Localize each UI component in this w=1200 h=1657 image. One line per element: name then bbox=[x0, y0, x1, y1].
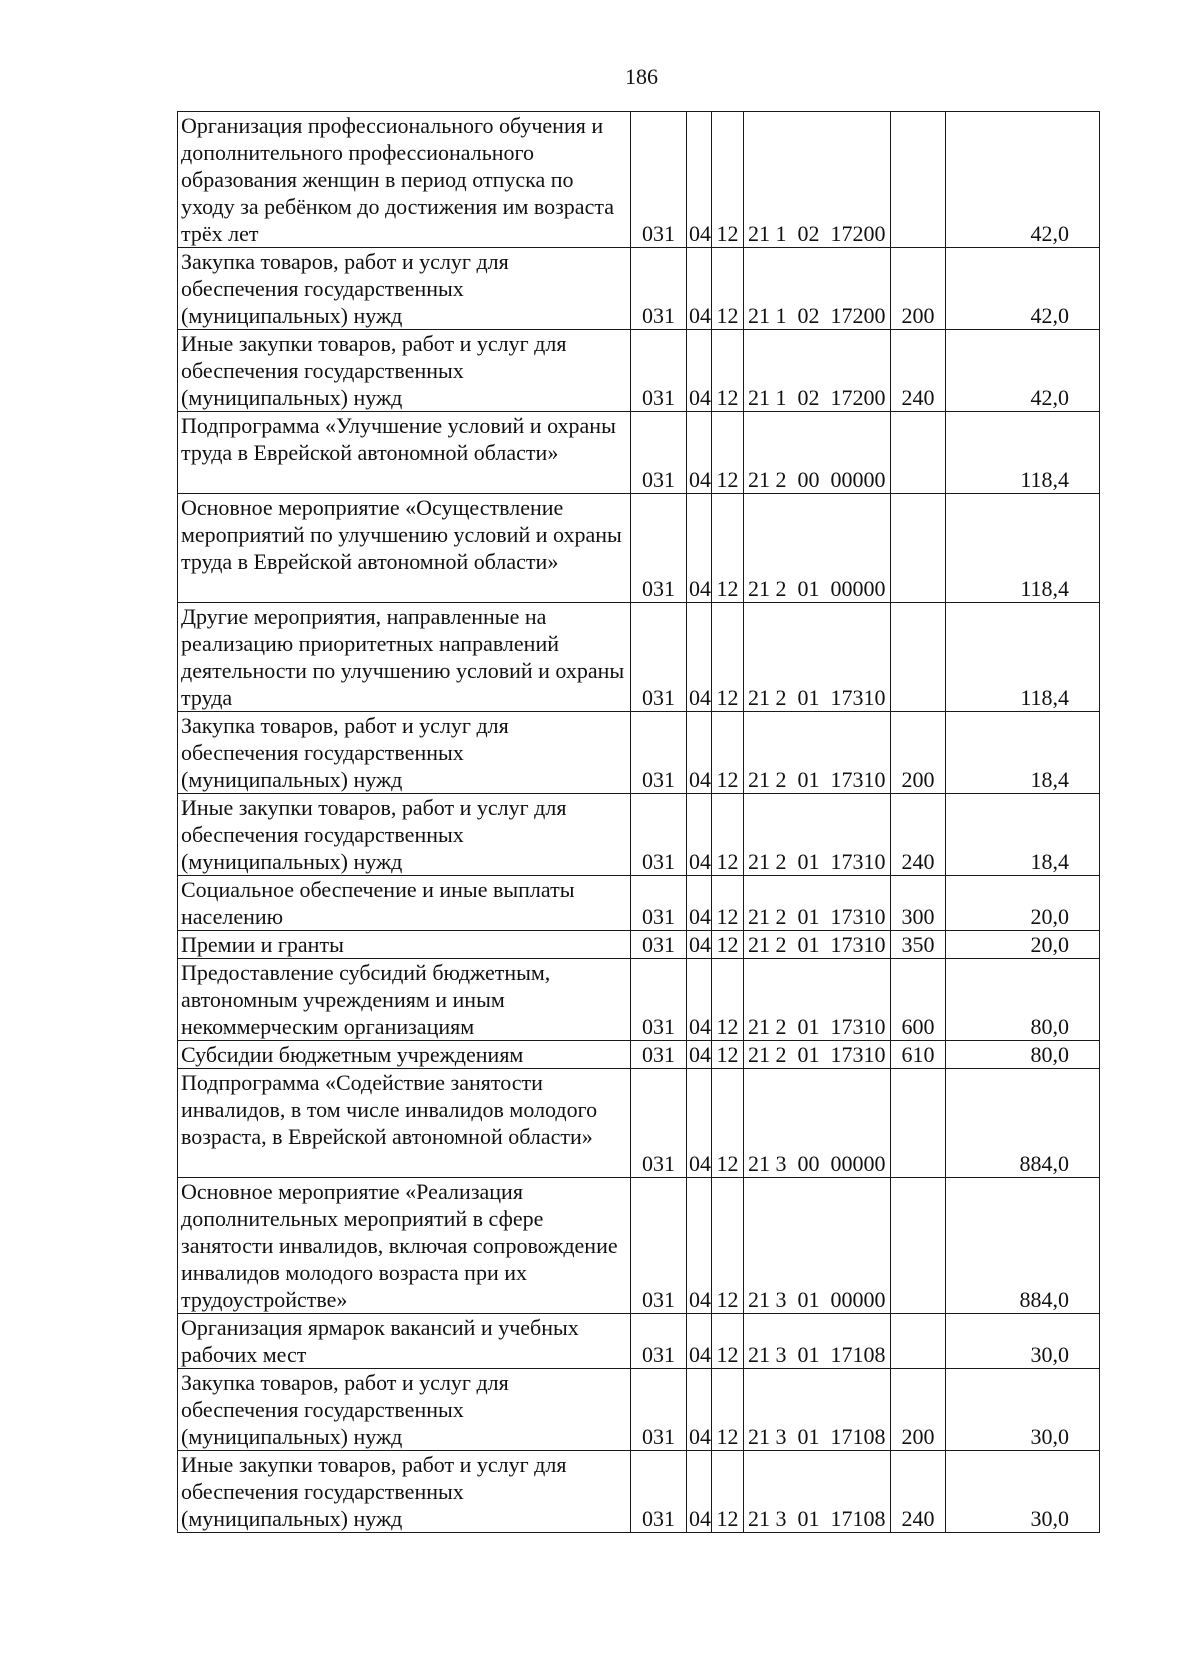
section-code: 04 bbox=[687, 794, 712, 876]
expense-type-code: 200 bbox=[891, 1369, 946, 1451]
target-article-code: 21 3 00 00000 bbox=[744, 1069, 891, 1178]
row-name: Закупка товаров, работ и услуг для обеспечения государственных (муниципальных) нужд bbox=[178, 248, 631, 330]
target-article-code: 21 2 01 17310 bbox=[744, 603, 891, 712]
budget-table bbox=[177, 111, 1100, 1533]
expense-type-code: 350 bbox=[891, 931, 946, 959]
amount-value: 118,4 bbox=[946, 494, 1100, 603]
ministry-code: 031 bbox=[631, 1178, 687, 1314]
table-row bbox=[178, 794, 1100, 876]
table-row bbox=[178, 931, 1100, 959]
section-code: 04 bbox=[687, 603, 712, 712]
section-code: 04 bbox=[687, 1369, 712, 1451]
row-name: Иные закупки товаров, работ и услуг для обеспечения государственных (муниципальных) нужд bbox=[178, 794, 631, 876]
target-article-code: 21 2 00 00000 bbox=[744, 412, 891, 494]
expense-type-code: 610 bbox=[891, 1041, 946, 1069]
subsection-code: 12 bbox=[712, 248, 744, 330]
target-article-code: 21 2 01 17310 bbox=[744, 931, 891, 959]
expense-type-code: 200 bbox=[891, 712, 946, 794]
section-code: 04 bbox=[687, 959, 712, 1041]
ministry-code: 031 bbox=[631, 112, 687, 248]
subsection-code: 12 bbox=[712, 1451, 744, 1533]
ministry-code: 031 bbox=[631, 931, 687, 959]
table-row bbox=[178, 712, 1100, 794]
target-article-code: 21 2 01 17310 bbox=[744, 794, 891, 876]
table-row bbox=[178, 1041, 1100, 1069]
section-code: 04 bbox=[687, 330, 712, 412]
table-row bbox=[178, 330, 1100, 412]
subsection-code: 12 bbox=[712, 1314, 744, 1369]
subsection-code: 12 bbox=[712, 494, 744, 603]
table-row bbox=[178, 1178, 1100, 1314]
row-name: Иные закупки товаров, работ и услуг для обеспечения государственных (муниципальных) нужд bbox=[178, 330, 631, 412]
expense-type-code bbox=[891, 1178, 946, 1314]
row-name: Основное мероприятие «Реализация дополнительных мероприятий в сфере занятости инвалидов, включая сопровождение инвалидов молодого возраста при их трудоустройстве» bbox=[178, 1178, 631, 1314]
table-row bbox=[178, 412, 1100, 494]
expense-type-code bbox=[891, 112, 946, 248]
row-name: Организация ярмарок вакансий и учебных рабочих мест bbox=[178, 1314, 631, 1369]
expense-type-code: 240 bbox=[891, 794, 946, 876]
subsection-code: 12 bbox=[712, 112, 744, 248]
amount-value: 20,0 bbox=[946, 876, 1100, 931]
subsection-code: 12 bbox=[712, 1041, 744, 1069]
row-name: Иные закупки товаров, работ и услуг для обеспечения государственных (муниципальных) нужд bbox=[178, 1451, 631, 1533]
row-name: Социальное обеспечение и иные выплаты населению bbox=[178, 876, 631, 931]
amount-value: 80,0 bbox=[946, 959, 1100, 1041]
row-name: Подпрограмма «Содействие занятости инвалидов, в том числе инвалидов молодого возраста, в Еврейской автономной области» bbox=[178, 1069, 631, 1178]
subsection-code: 12 bbox=[712, 1369, 744, 1451]
expense-type-code bbox=[891, 494, 946, 603]
ministry-code: 031 bbox=[631, 1314, 687, 1369]
subsection-code: 12 bbox=[712, 412, 744, 494]
amount-value: 80,0 bbox=[946, 1041, 1100, 1069]
row-name: Предоставление субсидий бюджетным, автономным учреждениям и иным некоммерческим организациям bbox=[178, 959, 631, 1041]
table-row bbox=[178, 1369, 1100, 1451]
row-name: Закупка товаров, работ и услуг для обеспечения государственных (муниципальных) нужд bbox=[178, 712, 631, 794]
amount-value: 20,0 bbox=[946, 931, 1100, 959]
table-row bbox=[178, 1451, 1100, 1533]
subsection-code: 12 bbox=[712, 1178, 744, 1314]
subsection-code: 12 bbox=[712, 330, 744, 412]
amount-value: 118,4 bbox=[946, 603, 1100, 712]
target-article-code: 21 2 01 17310 bbox=[744, 959, 891, 1041]
section-code: 04 bbox=[687, 1451, 712, 1533]
section-code: 04 bbox=[687, 248, 712, 330]
subsection-code: 12 bbox=[712, 794, 744, 876]
expense-type-code bbox=[891, 412, 946, 494]
amount-value: 18,4 bbox=[946, 794, 1100, 876]
ministry-code: 031 bbox=[631, 1069, 687, 1178]
row-name: Подпрограмма «Улучшение условий и охраны труда в Еврейской автономной области» bbox=[178, 412, 631, 494]
subsection-code: 12 bbox=[712, 712, 744, 794]
table-row bbox=[178, 112, 1100, 248]
subsection-code: 12 bbox=[712, 1069, 744, 1178]
ministry-code: 031 bbox=[631, 1451, 687, 1533]
target-article-code: 21 3 01 17108 bbox=[744, 1451, 891, 1533]
table-row bbox=[178, 876, 1100, 931]
ministry-code: 031 bbox=[631, 330, 687, 412]
table-body bbox=[178, 112, 1100, 1533]
amount-value: 42,0 bbox=[946, 330, 1100, 412]
section-code: 04 bbox=[687, 1069, 712, 1178]
target-article-code: 21 3 01 17108 bbox=[744, 1314, 891, 1369]
table-row bbox=[178, 1314, 1100, 1369]
subsection-code: 12 bbox=[712, 931, 744, 959]
row-name: Закупка товаров, работ и услуг для обеспечения государственных (муниципальных) нужд bbox=[178, 1369, 631, 1451]
section-code: 04 bbox=[687, 1178, 712, 1314]
amount-value: 18,4 bbox=[946, 712, 1100, 794]
row-name: Основное мероприятие «Осуществление мероприятий по улучшению условий и охраны труда в Еврейской автономной области» bbox=[178, 494, 631, 603]
table-row bbox=[178, 248, 1100, 330]
target-article-code: 21 2 01 00000 bbox=[744, 494, 891, 603]
expense-type-code bbox=[891, 603, 946, 712]
target-article-code: 21 1 02 17200 bbox=[744, 330, 891, 412]
amount-value: 30,0 bbox=[946, 1451, 1100, 1533]
section-code: 04 bbox=[687, 112, 712, 248]
expense-type-code: 600 bbox=[891, 959, 946, 1041]
section-code: 04 bbox=[687, 1314, 712, 1369]
ministry-code: 031 bbox=[631, 1369, 687, 1451]
row-name: Другие мероприятия, направленные на реализацию приоритетных направлений деятельности по улучшению условий и охраны труда bbox=[178, 603, 631, 712]
section-code: 04 bbox=[687, 931, 712, 959]
target-article-code: 21 3 01 17108 bbox=[744, 1369, 891, 1451]
section-code: 04 bbox=[687, 712, 712, 794]
ministry-code: 031 bbox=[631, 603, 687, 712]
amount-value: 118,4 bbox=[946, 412, 1100, 494]
ministry-code: 031 bbox=[631, 1041, 687, 1069]
ministry-code: 031 bbox=[631, 494, 687, 603]
amount-value: 42,0 bbox=[946, 248, 1100, 330]
ministry-code: 031 bbox=[631, 412, 687, 494]
table-row bbox=[178, 959, 1100, 1041]
target-article-code: 21 1 02 17200 bbox=[744, 112, 891, 248]
table-row bbox=[178, 603, 1100, 712]
amount-value: 30,0 bbox=[946, 1314, 1100, 1369]
row-name: Премии и гранты bbox=[178, 931, 631, 959]
target-article-code: 21 2 01 17310 bbox=[744, 1041, 891, 1069]
ministry-code: 031 bbox=[631, 876, 687, 931]
expense-type-code bbox=[891, 1069, 946, 1178]
ministry-code: 031 bbox=[631, 248, 687, 330]
amount-value: 884,0 bbox=[946, 1178, 1100, 1314]
section-code: 04 bbox=[687, 1041, 712, 1069]
amount-value: 42,0 bbox=[946, 112, 1100, 248]
ministry-code: 031 bbox=[631, 794, 687, 876]
page-number: 186 bbox=[625, 64, 658, 89]
row-name: Организация профессионального обучения и дополнительного профессионального образования женщин в период отпуска по уходу за ребёнком до достижения им возраста трёх лет bbox=[178, 112, 631, 248]
target-article-code: 21 1 02 17200 bbox=[744, 248, 891, 330]
section-code: 04 bbox=[687, 412, 712, 494]
expense-type-code bbox=[891, 1314, 946, 1369]
ministry-code: 031 bbox=[631, 712, 687, 794]
ministry-code: 031 bbox=[631, 959, 687, 1041]
table-row bbox=[178, 494, 1100, 603]
row-name: Субсидии бюджетным учреждениям bbox=[178, 1041, 631, 1069]
section-code: 04 bbox=[687, 876, 712, 931]
target-article-code: 21 3 01 00000 bbox=[744, 1178, 891, 1314]
table-row bbox=[178, 1069, 1100, 1178]
amount-value: 884,0 bbox=[946, 1069, 1100, 1178]
subsection-code: 12 bbox=[712, 959, 744, 1041]
amount-value: 30,0 bbox=[946, 1369, 1100, 1451]
target-article-code: 21 2 01 17310 bbox=[744, 712, 891, 794]
target-article-code: 21 2 01 17310 bbox=[744, 876, 891, 931]
subsection-code: 12 bbox=[712, 876, 744, 931]
section-code: 04 bbox=[687, 494, 712, 603]
subsection-code: 12 bbox=[712, 603, 744, 712]
expense-type-code: 240 bbox=[891, 330, 946, 412]
expense-type-code: 200 bbox=[891, 248, 946, 330]
expense-type-code: 240 bbox=[891, 1451, 946, 1533]
expense-type-code: 300 bbox=[891, 876, 946, 931]
